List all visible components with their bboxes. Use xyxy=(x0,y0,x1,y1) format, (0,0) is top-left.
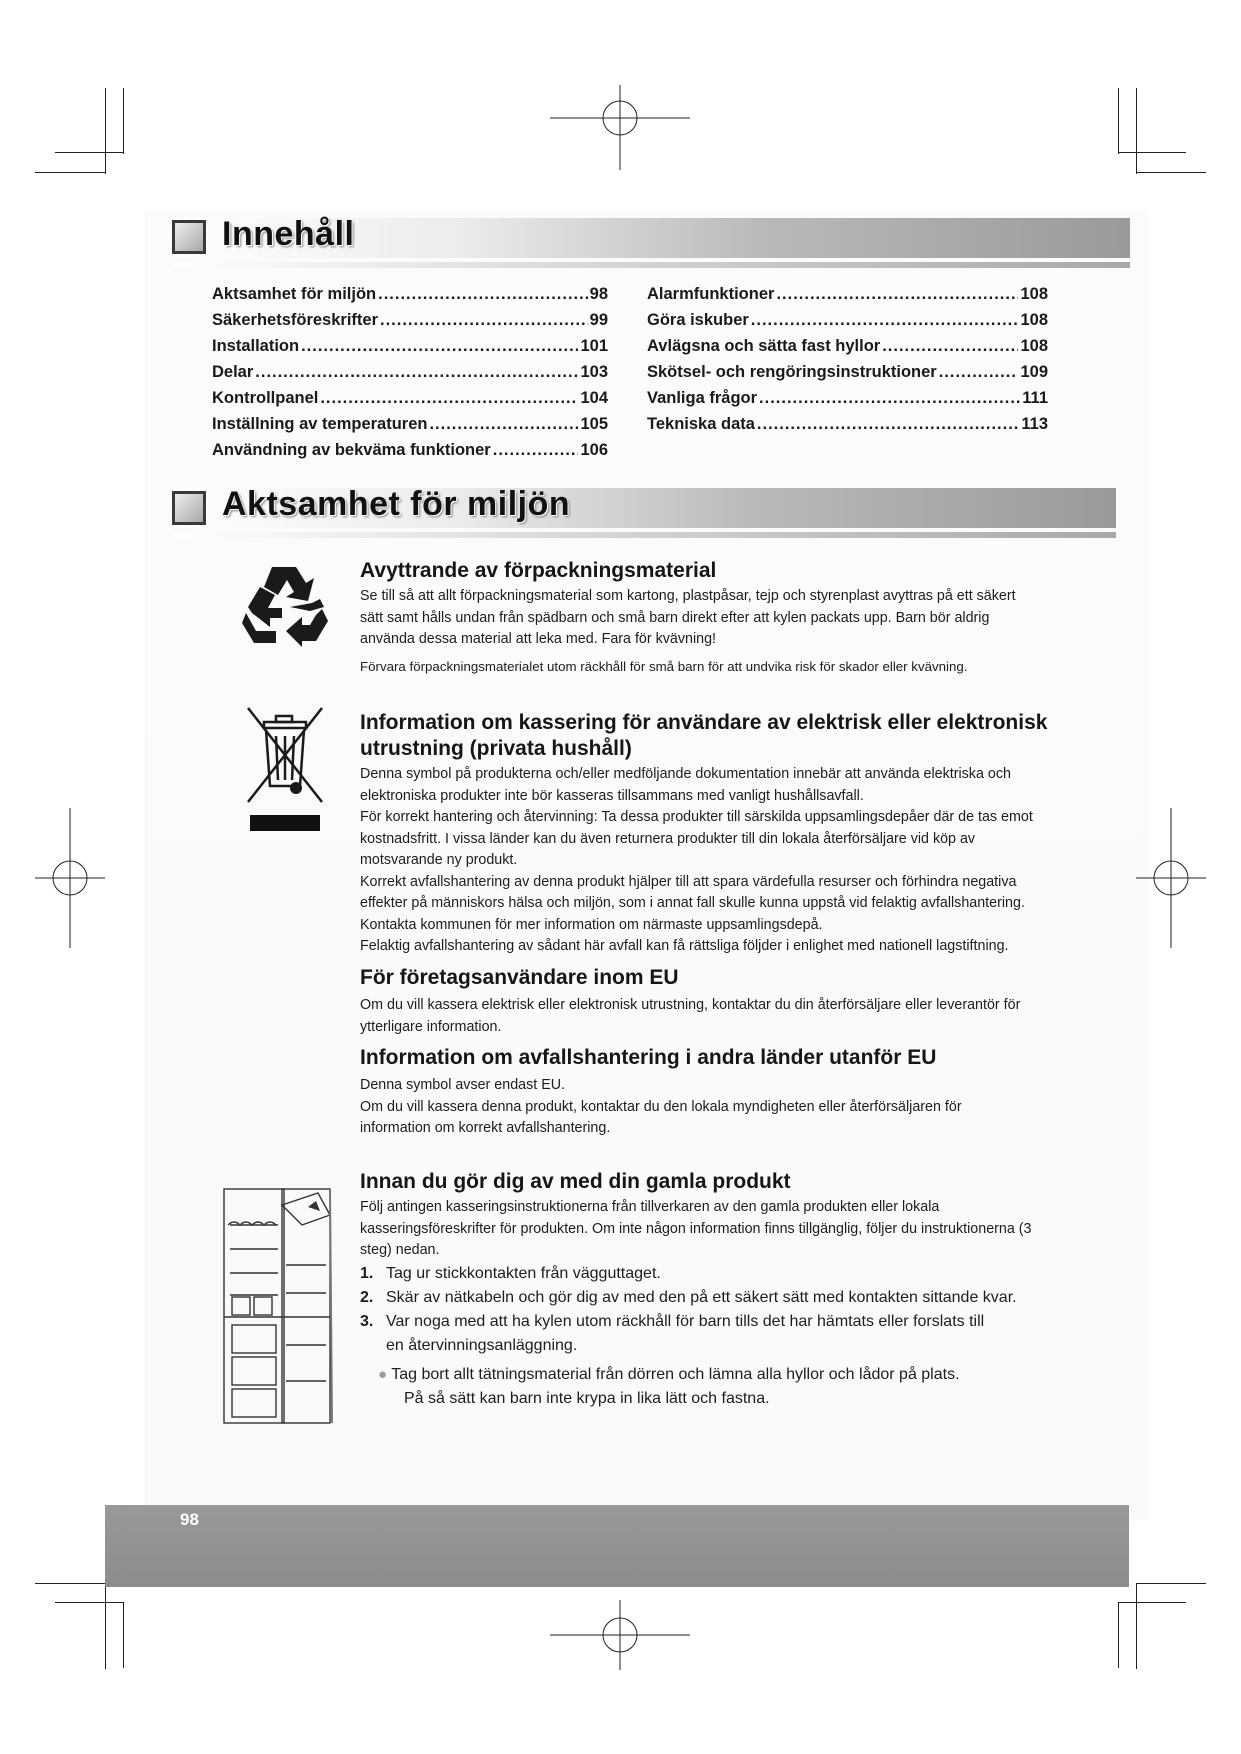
toc-entry[interactable]: Kontrollpanel ..... 104 xyxy=(212,389,608,408)
step-item: 1. Tag ur stickkontakten från vägguttaget. xyxy=(360,1265,661,1282)
toc-entry[interactable]: Alarmfunktioner ..... 108 xyxy=(647,285,1048,304)
packaging-heading: Avyttrande av förpackningsmaterial xyxy=(360,559,717,582)
refrigerator-illustration xyxy=(222,1185,354,1427)
toc-entry[interactable]: Tekniska data ..... 113 xyxy=(647,415,1048,434)
packaging-text: Se till så att allt förpackningsmaterial som kartong, plastpåsar, tejp och styrenplast avyttras på ett säkert sätt samt hålls undan från spädbarn och små barn direkt efter att kylen packats upp. Barn bör aldrig använda dessa material att leka med. Fara för kvävning! xyxy=(360,588,1016,647)
toc-entry[interactable]: Säkerhetsföreskrifter ..... 99 xyxy=(212,311,608,330)
toc-entry[interactable]: Vanliga frågor ..... 111 xyxy=(647,389,1048,408)
step-item: 2. Skär av nätkabeln och gör dig av med den på ett säkert sätt med kontakten sittande kvar. xyxy=(360,1289,1017,1306)
env-title: Aktsamhet för miljön xyxy=(222,485,571,523)
env-header-rule xyxy=(172,532,1116,538)
toc-entry[interactable]: Användning av bekväma funktioner ..... 106 xyxy=(212,441,608,460)
toc-entry[interactable]: Installation ..... 101 xyxy=(212,337,608,356)
toc-title: Innehåll xyxy=(222,215,355,253)
packaging-note: Förvara förpackningsmaterialet utom räckhåll för små barn för att undvika risk för skador eller kvävning. xyxy=(360,659,968,674)
toc-header-rule xyxy=(172,262,1130,268)
toc-entry[interactable]: Delar ..... 103 xyxy=(212,363,608,382)
footer-bar xyxy=(105,1505,1129,1587)
step-item: 3. Var noga med att ha kylen utom räckhåll för barn tills det har hämtats eller forslats till en återvinningsanläggning. xyxy=(360,1313,985,1354)
business-heading: För företagsanvändare inom EU xyxy=(360,966,679,989)
section-square-icon xyxy=(172,491,206,525)
section-square-icon xyxy=(172,220,206,254)
disposal-steps xyxy=(360,1262,1040,1358)
registration-mark-right xyxy=(1131,808,1206,948)
page-number: 98 xyxy=(180,1510,199,1529)
toc-entry[interactable]: Skötsel- och rengöringsinstruktioner ..... 109 xyxy=(647,363,1048,382)
weee-heading: Information om kassering för användare av elektrisk eller elektronisk utrustning (privata hushåll) xyxy=(360,711,1048,760)
toc-entry[interactable]: Inställning av temperaturen ..... 105 xyxy=(212,415,608,434)
toc-entry[interactable]: Aktsamhet för miljön ..... 98 xyxy=(212,285,608,304)
weee-text: Denna symbol på produkterna och/eller medföljande dokumentation innebär att använda elektriska och elektroniska produkter inte bör kasseras tillsammans med vanligt hushållsavfall. För korrekt hantering och återvinning: Ta dessa produkter till särskilda uppsamlingsdepåer där de tas emot kostnadsfritt. I vissa länder kan du även returnera produkter till din lokala återförsäljare vid köp av motsvarande ny produkt. Korrekt avfallshantering av denna produkt hjälper till att spara värdefulla resurser och förhindra negativa effekter på människors hälsa och miljön, som i annat fall skulle kunna uppstå vid felaktig avfallshantering. Kontakta kommunen för mer information om närmaste uppsamlingsdepå. Felaktig avfallshantering av sådant här avfall kan få rättsliga följder i enlighet med nationell lagstiftning. xyxy=(360,766,1033,954)
toc-entry[interactable]: Avlägsna och sätta fast hyllor ..... 108 xyxy=(647,337,1048,356)
toc-entry[interactable]: Göra iskuber ..... 108 xyxy=(647,311,1048,330)
business-text: Om du vill kassera elektrisk eller elektronisk utrustning, kontaktar du din återförsäljare eller leverantör för ytterligare information. xyxy=(360,997,1021,1035)
crossed-out-bin-icon xyxy=(246,706,324,836)
registration-mark-top xyxy=(550,85,690,170)
outside-eu-heading: Information om avfallshantering i andra länder utanför EU xyxy=(360,1046,937,1069)
registration-mark-left xyxy=(35,808,110,948)
disposal-bullet: ● Tag bort allt tätningsmaterial från dörren och lämna alla hyllor och lådor på plats. På så sätt kan barn inte krypa in lika lätt och fastna. xyxy=(378,1366,960,1407)
outside-eu-text: Denna symbol avser endast EU. Om du vill kassera denna produkt, kontaktar du den lokala myndigheten eller återförsäljaren för information om korrekt avfallshantering. xyxy=(360,1077,962,1136)
bullet-dot-icon: ● xyxy=(378,1366,388,1383)
old-product-heading: Innan du gör dig av med din gamla produkt xyxy=(360,1170,791,1193)
old-product-intro: Följ antingen kasseringsinstruktionerna från tillverkaren av den gamla produkten eller lokala kasseringsföreskrifter för produkten. Om inte någon information finns tillgänglig, följer du instruktionerna (3 steg) nedan. xyxy=(360,1199,1032,1258)
registration-mark-bottom xyxy=(550,1600,690,1670)
recycle-icon xyxy=(242,563,328,647)
